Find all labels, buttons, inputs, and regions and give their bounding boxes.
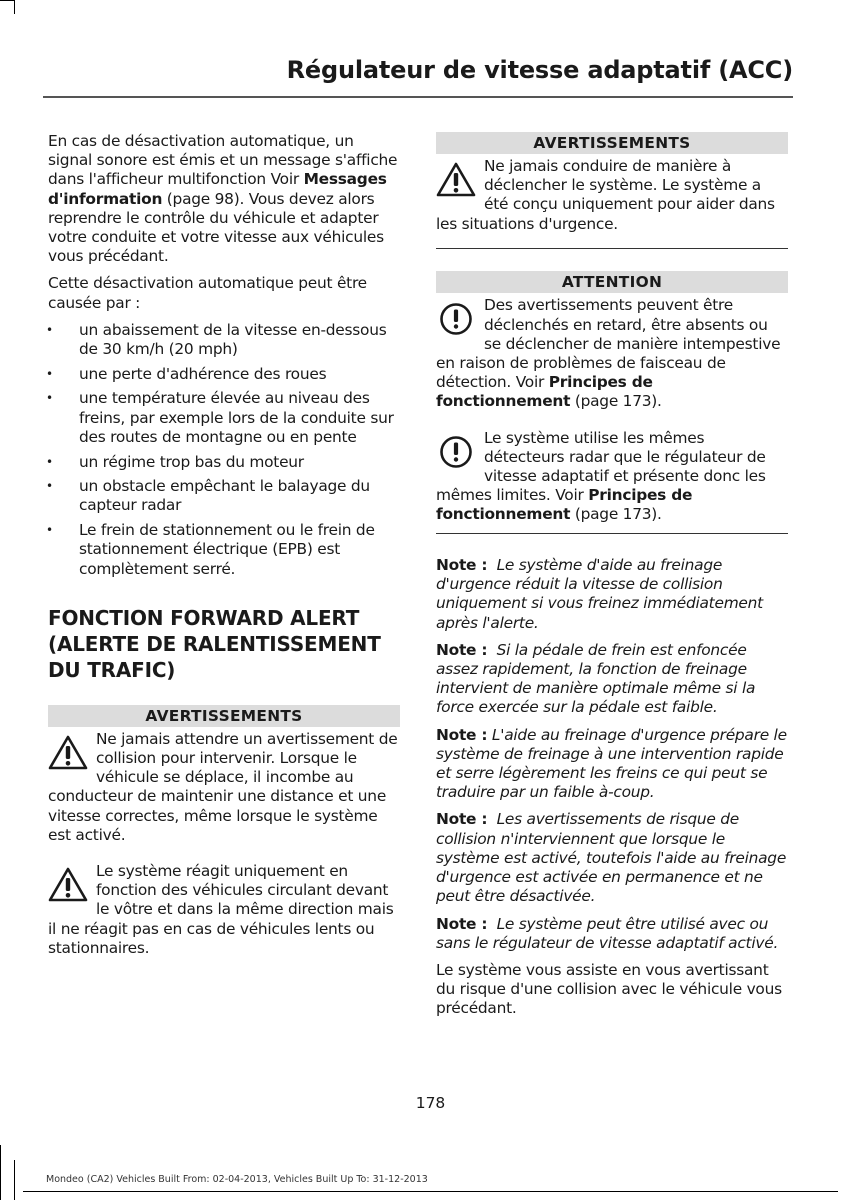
list-item: • un obstacle empêchant le balayage du capteur radar [48, 477, 400, 515]
section-heading: FONCTION FORWARD ALERT (ALERTE DE RALENTISSEMENT DU TRAFIC) [48, 605, 381, 682]
note-label: Note : [436, 556, 488, 575]
causes-list [48, 321, 400, 579]
crop-mark [14, 0, 15, 14]
list-item: • une température élevée au niveau des freins, par exemple lors de la conduite sur des routes de montagne ou en pente [48, 389, 400, 447]
attention-item: Le système utilise les mêmes détecteurs radar que le régulateur de vitesse adaptatif et présente donc les mêmes limites. Voir Principes de fonctionnement (page 173). [436, 428, 766, 524]
list-item: • un régime trop bas du moteur [48, 453, 400, 472]
link-messages-information[interactable]: Messages d'information [48, 170, 387, 208]
title-divider [43, 96, 793, 98]
crop-mark [0, 1145, 1, 1200]
page-title: Régulateur de vitesse adaptatif (ACC) [286, 56, 793, 84]
warning-item: Ne jamais conduire de manière à déclencher le système. Le système a été conçu uniquement pour aider dans les situations d'urgence. [436, 157, 775, 233]
warning-item: Ne jamais attendre un avertissement de collision pour intervenir. Lorsque le véhicule se déplace, il incombe au conducteur de maintenir une distance et une vitesse correctes, même lorsque le système est activé. [48, 729, 398, 844]
note: Note : Les avertissements de risque de collision n'interviennent que lorsque le système est activé, toutefois l'aide au freinage d'urgence est activée en permanence et ne peut être désactivée. [436, 810, 787, 906]
attention-box-header: ATTENTION [436, 271, 788, 293]
intro-paragraph: En cas de désactivation automatique, un signal sonore est émis et un message s'affiche dans l'afficheur multifonction Voir Messages d'information (page 98). Vous devez alors reprendre le contrôle du véhicule et adapter votre conduite et votre vitesse aux véhicules vous précédant. [48, 132, 398, 266]
note: Note : L'aide au freinage d'urgence prépare le système de freinage à une intervention rapide et serre légèrement les freins ce qui peut se traduire par un faible à-coup. [436, 725, 787, 802]
note-label: Note : [436, 810, 488, 829]
warnings-box-header: AVERTISSEMENTS [48, 705, 400, 727]
link-principes-de-fonctionnement[interactable]: Principes de fonctionnement [436, 373, 653, 411]
note-label: Note : [436, 725, 488, 744]
closing-paragraph: Le système vous assiste en vous avertissant du risque d'une collision avec le véhicule vous précédant. [436, 960, 782, 1018]
attention-item: Des avertissements peuvent être déclenchés en retard, être absents ou se déclencher de manière intempestive en raison de problèmes de faisceau de détection. Voir Principes de fonctionnement (page 173). [436, 296, 781, 411]
page-number: 178 [415, 1094, 446, 1112]
footer-text: Mondeo (CA2) Vehicles Built From: 02-04-2013, Vehicles Built Up To: 31-12-2013 [46, 1174, 428, 1185]
warning-triangle-icon [48, 735, 88, 771]
left-column [48, 132, 400, 972]
crop-mark [14, 1160, 15, 1200]
note: Note : Le système peut être utilisé avec ou sans le régulateur de vitesse adaptatif activé. [436, 914, 779, 952]
warnings-box-header: AVERTISSEMENTS [436, 132, 788, 154]
bottom-rule [23, 1191, 838, 1192]
warning-triangle-icon [48, 867, 88, 903]
note: Note : Si la pédale de frein est enfoncée assez rapidement, la fonction de freinage intervient de manière optimale même si la force exercée sur la pédale est faible. [436, 640, 756, 717]
right-column [436, 132, 788, 1027]
causes-intro: Cette désactivation automatique peut être causée par : [48, 274, 367, 312]
note-label: Note : [436, 640, 488, 659]
warning-item: Le système réagit uniquement en fonction des véhicules circulant devant le vôtre et dans la même direction mais il ne réagit pas en cas de véhicules lents ou stationnaires. [48, 861, 394, 957]
crop-mark [0, 0, 14, 1]
link-principes-de-fonctionnement[interactable]: Principes de fonctionnement [436, 486, 693, 524]
exclamation-circle-icon [436, 434, 476, 470]
list-item: • une perte d'adhérence des roues [48, 365, 400, 384]
note-label: Note : [436, 914, 488, 933]
list-item: • un abaissement de la vitesse en-dessous de 30 km/h (20 mph) [48, 321, 400, 359]
exclamation-circle-icon [436, 301, 476, 337]
note: Note : Le système d'aide au freinage d'urgence réduit la vitesse de collision uniquement si vous freinez immédiatement après l'alerte. [436, 556, 763, 632]
warning-triangle-icon [436, 162, 476, 198]
list-item: • Le frein de stationnement ou le frein de stationnement électrique (EPB) est complètement serré. [48, 521, 400, 579]
